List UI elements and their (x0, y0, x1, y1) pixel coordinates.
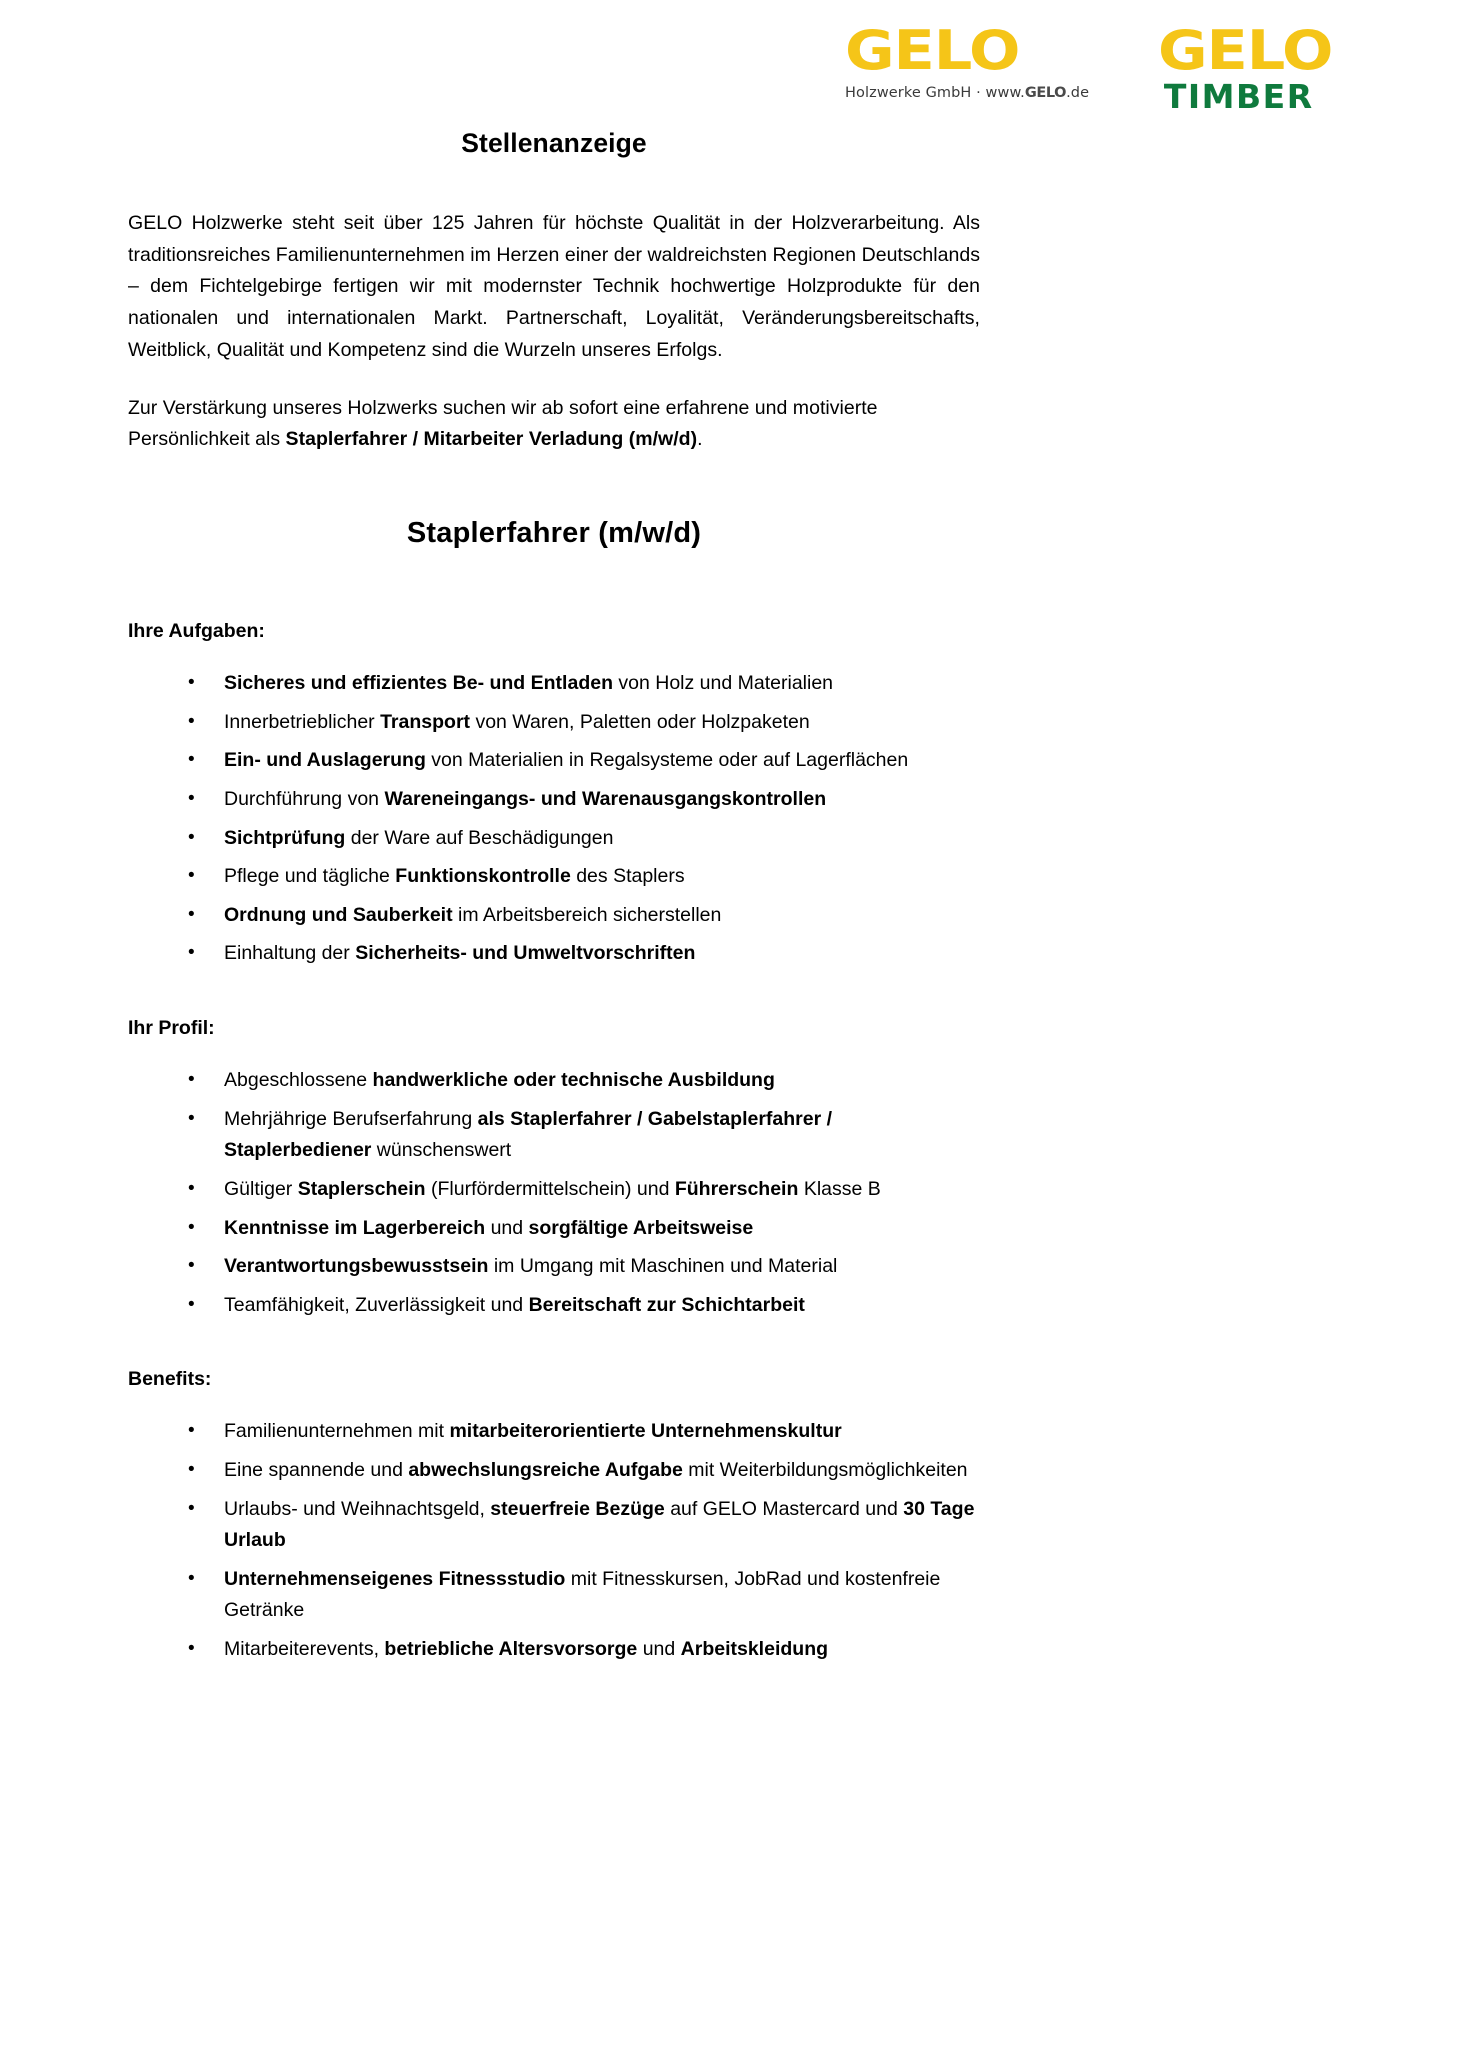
item-plain-lead: Pflege und tägliche (224, 865, 396, 888)
job-title-heading: Staplerfahrer (m/w/d) (406, 517, 702, 550)
bullet-icon: • (188, 788, 195, 810)
search-paragraph-jobtitle: Staplerfahrer / Mitarbeiter Verladung (m/w/d) (285, 428, 698, 451)
profil-list (128, 1065, 980, 1321)
item-bold-mid: Wareneingangs- und Warenausgangskontrollen (384, 788, 827, 811)
bullet-icon: • (188, 1459, 195, 1481)
item-plain-lead: Abgeschlossene (224, 1069, 373, 1092)
item-bold-lead: Ordnung und Sauberkeit (224, 903, 453, 926)
bullet-icon: • (188, 710, 195, 732)
section-heading-aufgaben: Ihre Aufgaben: (128, 620, 265, 643)
item-plain-lead: Mitarbeiterevents, (224, 1637, 385, 1660)
list-item (188, 1416, 980, 1448)
item-bold-mid: betriebliche Altersvorsorge (384, 1637, 638, 1660)
item-plain-lead: Urlaubs- und Weihnachtsgeld, (224, 1497, 491, 1520)
list-item (188, 1290, 980, 1322)
item-plain-lead: Innerbetrieblicher (224, 710, 381, 733)
item-bold-mid-2: 30 Tage Urlaub (224, 1497, 975, 1552)
gelo-holzwerke-logo (845, 19, 1090, 101)
item-bold-mid: mitarbeiterorientierte Unternehmenskultur (449, 1420, 842, 1443)
list-item (188, 668, 980, 700)
item-bold-mid: Sicherheits- und Umweltvorschriften (355, 942, 696, 965)
list-item (188, 1494, 980, 1557)
item-mid-plain: auf GELO Mastercard und (664, 1497, 904, 1520)
gelo-timber-wordmark: GELO (1158, 19, 1333, 82)
list-item (188, 1455, 980, 1487)
item-bold-lead: Sicheres und effizientes Be- und Entladen (224, 672, 613, 695)
list-item (188, 707, 980, 739)
bullet-icon: • (188, 1567, 195, 1589)
intro-paragraph: GELO Holzwerke steht seit über 125 Jahren für höchste Qualität in der Holzverarbeitung. Als traditionsreiches Familienunternehmen im Herzen einer der waldreichsten Regionen Deutschlands – dem Fichtelgebirge fertigen wir mit modernster Technik hochwertige Holzprodukte für den nationalen und internationalen Markt. Partnerschaft, Loyalität, Veränderungsbereitschafts, Weitblick, Qualität und Kompetenz sind die Wurzeln unseres Erfolgs. (128, 211, 980, 361)
gelo-timber-logo (1158, 19, 1333, 116)
item-bold-mid-2: Führerschein (674, 1177, 799, 1200)
item-bold-lead: Unternehmenseigenes Fitnessstudio (224, 1567, 566, 1590)
bullet-icon: • (188, 749, 195, 771)
item-rest: von Waren, Paletten oder Holzpaketen (470, 710, 810, 733)
item-plain-lead: Mehrjährige Berufserfahrung (224, 1107, 478, 1130)
item-bold-mid: steuerfreie Bezüge (490, 1497, 665, 1520)
list-item (188, 861, 980, 893)
bullet-icon: • (188, 1107, 195, 1129)
subline-prefix: Holzwerke GmbH · www. (845, 85, 1025, 101)
list-item (188, 1104, 980, 1167)
item-bold-mid: Bereitschaft zur Schichtarbeit (528, 1293, 805, 1316)
bullet-icon: • (188, 1637, 195, 1659)
list-item (188, 938, 980, 970)
gelo-wordmark: GELO (845, 19, 1020, 82)
list-item (188, 1174, 980, 1206)
list-item (188, 1564, 980, 1627)
item-plain-lead: Einhaltung der (224, 942, 356, 965)
section-heading-benefits: Benefits: (128, 1368, 212, 1391)
item-rest: Klasse B (798, 1177, 881, 1200)
list-item (188, 823, 980, 855)
bullet-icon: • (188, 903, 195, 925)
bullet-icon: • (188, 826, 195, 848)
item-rest: von Materialien in Regalsysteme oder auf Lagerflächen (425, 749, 909, 772)
search-paragraph (128, 393, 980, 457)
item-bold-mid-2: sorgfältige Arbeitsweise (528, 1216, 754, 1239)
item-bold-mid: abwechslungsreiche Aufgabe (408, 1459, 683, 1482)
bullet-icon: • (188, 1069, 195, 1091)
item-bold-mid: Funktionskontrolle (395, 865, 571, 888)
item-bold-mid: Transport (380, 710, 471, 733)
item-bold-mid-2: Arbeitskleidung (680, 1637, 829, 1660)
item-bold-lead: Sichtprüfung (224, 826, 346, 849)
item-plain-lead: Teamfähigkeit, Zuverlässigkeit und (224, 1293, 529, 1316)
page-title: Stellenanzeige (461, 128, 647, 158)
document-body (128, 128, 980, 1666)
gelo-holzwerke-subline (845, 85, 1089, 101)
list-item (188, 1065, 980, 1097)
item-rest: im Arbeitsbereich sicherstellen (452, 903, 722, 926)
aufgaben-list (128, 668, 980, 970)
item-bold-lead: Verantwortungsbewusstsein (224, 1255, 489, 1278)
item-mid-plain: und (485, 1216, 529, 1239)
item-rest: mit Weiterbildungsmöglichkeiten (682, 1459, 968, 1482)
bullet-icon: • (188, 1497, 195, 1519)
item-rest: wünschenswert (371, 1139, 512, 1162)
item-rest: im Umgang mit Maschinen und Material (488, 1255, 838, 1278)
item-mid-plain: (Flurfördermittelschein) und (425, 1177, 675, 1200)
item-mid-plain: und (637, 1637, 681, 1660)
bullet-icon: • (188, 1293, 195, 1315)
item-rest: der Ware auf Beschädigungen (345, 826, 614, 849)
item-rest: mit Fitnesskursen, JobRad und kostenfreie Getränke (224, 1567, 941, 1622)
bullet-icon: • (188, 1177, 195, 1199)
bullet-icon: • (188, 942, 195, 964)
item-bold-lead: Kenntnisse im Lagerbereich (224, 1216, 486, 1239)
section-heading-profil: Ihr Profil: (128, 1016, 215, 1039)
item-bold-lead: Ein- und Auslagerung (224, 749, 426, 772)
subline-suffix: .de (1066, 85, 1090, 101)
bullet-icon: • (188, 1420, 195, 1442)
page-header (0, 0, 1460, 125)
item-bold-mid: Staplerschein (297, 1177, 426, 1200)
item-plain-lead: Familienunternehmen mit (224, 1420, 450, 1443)
search-paragraph-lead: Zur Verstärkung unseres Holzwerks suchen wir ab sofort eine erfahrene und motivierte Persönlichkeit als (128, 396, 878, 451)
bullet-icon: • (188, 672, 195, 694)
bullet-icon: • (188, 1216, 195, 1238)
item-bold-mid: als Staplerfahrer / Gabelstaplerfahrer / Staplerbediener (224, 1107, 833, 1162)
list-item (188, 900, 980, 932)
item-plain-lead: Gültiger (224, 1177, 298, 1200)
list-item (188, 1251, 980, 1283)
bullet-icon: • (188, 1255, 195, 1277)
list-item (188, 784, 980, 816)
item-plain-lead: Durchführung von (224, 788, 385, 811)
list-item (188, 745, 980, 777)
benefits-list (128, 1416, 980, 1665)
item-bold-mid: handwerkliche oder technische Ausbildung (372, 1069, 775, 1092)
bullet-icon: • (188, 865, 195, 887)
item-plain-lead: Eine spannende und (224, 1459, 409, 1482)
subline-brand: GELO (1024, 85, 1067, 101)
list-item (188, 1213, 980, 1245)
item-rest: von Holz und Materialien (612, 672, 834, 695)
search-paragraph-tail: . (697, 428, 703, 451)
item-rest: des Staplers (570, 865, 685, 888)
list-item (188, 1634, 980, 1666)
timber-subline: TIMBER (1163, 77, 1314, 116)
